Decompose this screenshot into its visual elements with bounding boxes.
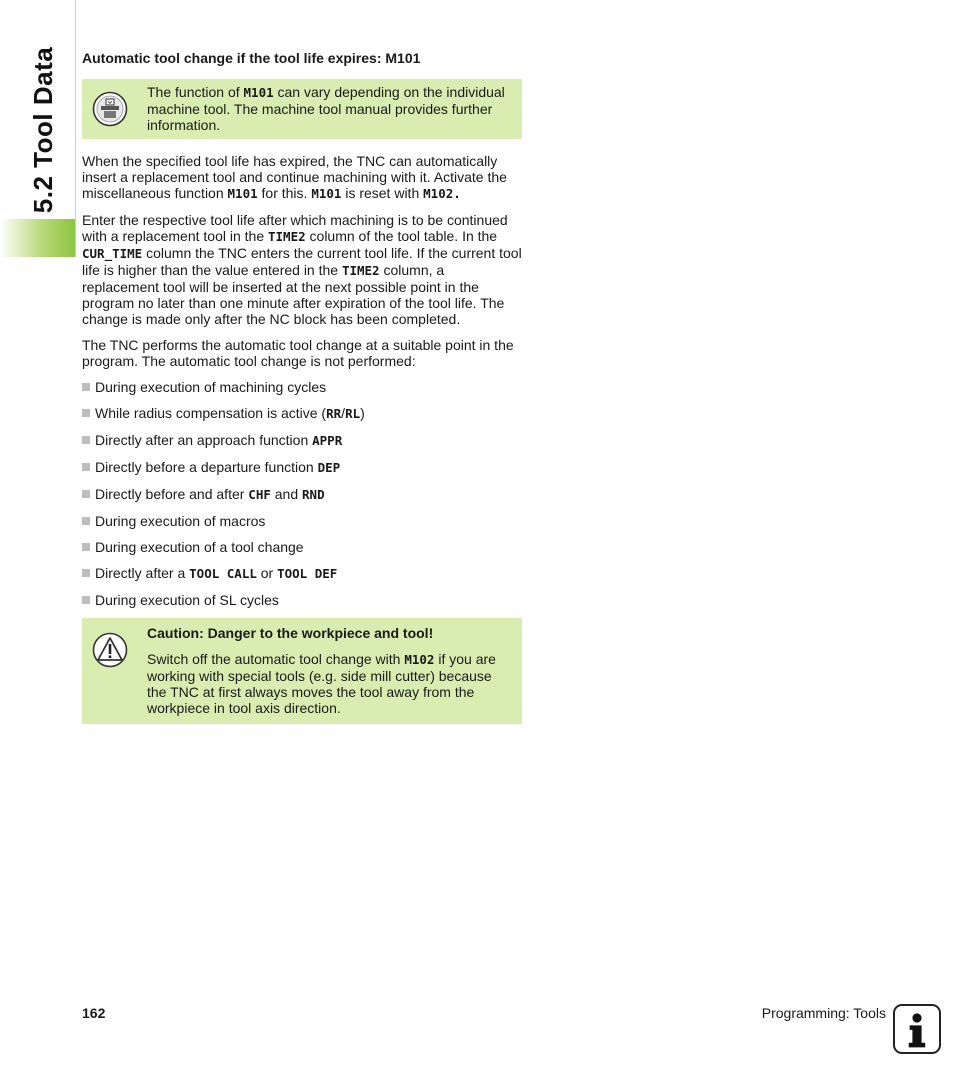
- note-text: The function of M101 can vary depending on the individual machine tool. The machine tool manual provides further information.: [147, 84, 505, 133]
- list-item: During execution of SL cycles: [82, 592, 522, 608]
- caution-text: Switch off the automatic tool change with M102 if you are working with special tools (e.g. side mill cutter) because the TNC at first always moves the tool away from the workpiece in tool axis direction.: [147, 651, 496, 716]
- machine-manual-icon: [92, 91, 128, 127]
- sidebar-section-title: 5.2 Tool Data: [28, 46, 58, 214]
- paragraph-tool-life: Enter the respective tool life after which machining is to be continued with a replacement tool in the TIME2 column of the tool table. In the CUR_TIME column the TNC enters the current tool life. If the current tool life is higher than the value entered in the TIME2 column, a replacement tool will be inserted at the next possible point in the program no later than one minute after expiration of the tool life. The change is made only after the NC block has been completed.: [82, 212, 522, 327]
- machine-note-box: [82, 79, 522, 139]
- main-content: [82, 49, 522, 738]
- footer-section-title: Programming: Tools: [761, 1005, 886, 1021]
- list-item: Directly before and after CHF and RND: [82, 486, 522, 503]
- paragraph-tool-change: The TNC performs the automatic tool change at a suitable point in the program. The automatic tool change is not performed:: [82, 337, 514, 369]
- caution-title: Caution: Danger to the workpiece and tool!: [147, 625, 434, 641]
- caution-box: [82, 618, 522, 724]
- list-item: During execution of machining cycles: [82, 379, 522, 395]
- section-heading: Automatic tool change if the tool life expires: M101: [82, 50, 421, 66]
- exceptions-list: [82, 379, 522, 608]
- list-item: During execution of a tool change: [82, 539, 522, 555]
- sidebar-color-tab: [0, 219, 75, 257]
- list-item: Directly before a departure function DEP: [82, 459, 522, 476]
- info-icon: [893, 1004, 941, 1054]
- list-item: Directly after an approach function APPR: [82, 432, 522, 449]
- warning-triangle-icon: [92, 632, 128, 668]
- sidebar-divider: [75, 0, 76, 257]
- list-item: Directly after a TOOL CALL or TOOL DEF: [82, 565, 522, 582]
- list-item: During execution of macros: [82, 513, 522, 529]
- paragraph-m101: When the specified tool life has expired, the TNC can automatically insert a replacement tool and continue machining with it. Activate the miscellaneous function M101 for this. M101 is reset with M102.: [82, 153, 507, 201]
- list-item: While radius compensation is active (RR/RL): [82, 405, 522, 422]
- page-number: 162: [82, 1005, 106, 1021]
